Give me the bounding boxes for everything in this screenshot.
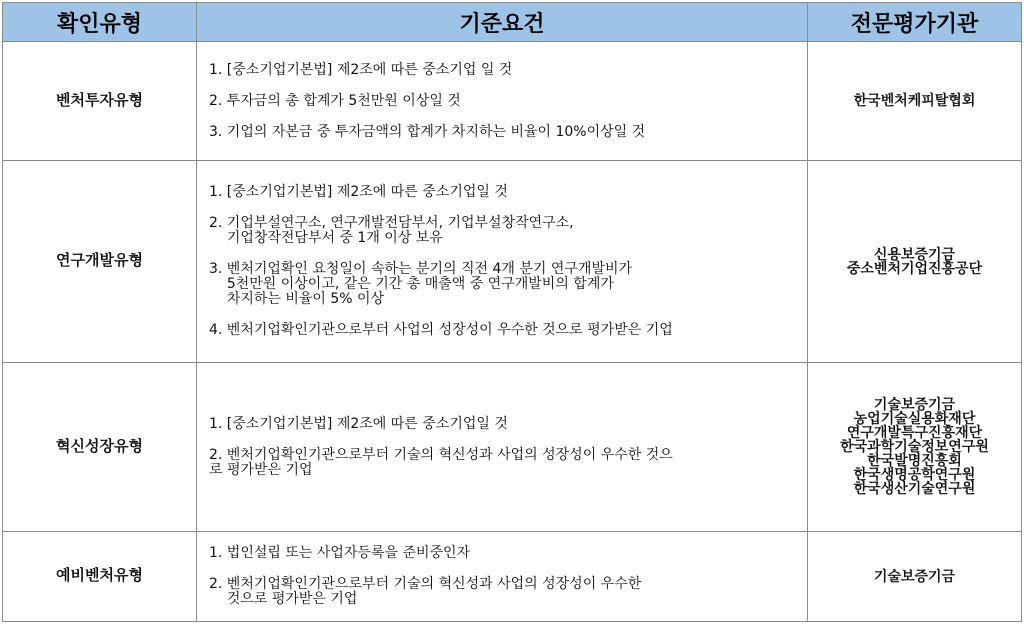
header-agency: 전문평가기관 [808, 3, 1022, 42]
header-requirements: 기준요건 [197, 3, 808, 42]
agency-cell [808, 363, 1022, 532]
requirement-item: 1. 법인설립 또는 사업자등록을 준비중인자 [209, 545, 471, 561]
requirement-item: 1. [중소기업기본법] 제2조에 따른 중소기업일 것 [209, 415, 508, 432]
requirements-list [209, 185, 797, 338]
agency-cell [808, 42, 1022, 161]
requirements-cell [197, 532, 808, 622]
agency-name: 기술보증기금 [873, 397, 956, 413]
agency-name: 신용보증기금 [873, 246, 956, 263]
requirement-item: 2. 투자금의 총 합계가 5천만원 이상일 것 [209, 92, 461, 109]
table-row [3, 363, 1022, 532]
agency-name: 한국벤처케피탈협회 [853, 93, 976, 109]
agency-name: 농업기술실용화재단 [853, 411, 976, 427]
requirement-item: 2. 기업부설연구소, 연구개발전담부서, 기업부설창작연구소, 기업창작전담부서 중 1개 이상 보유 [209, 215, 574, 246]
agency-name: 기술보증기금 [873, 568, 956, 585]
requirement-item: 3. 기업의 자본금 중 투자금액의 합계가 차지하는 비율이 10%이상일 것 [209, 123, 646, 140]
requirement-item: 2. 벤처기업확인기관으로부터 기술의 혁신성과 사업의 성장성이 우수한 것으 로 평가받은 기업 [209, 446, 673, 478]
type-cell: 벤처투자유형 [3, 42, 197, 161]
header-type: 확인유형 [3, 3, 197, 42]
agency-name: 한국생명공학연구원 [853, 467, 976, 483]
requirements-cell [197, 42, 808, 161]
requirements-cell [197, 363, 808, 532]
requirements-list [209, 417, 797, 478]
requirement-item: 1. [중소기업기본법] 제2조에 따른 중소기업 일 것 [209, 61, 513, 78]
type-cell: 연구개발유형 [3, 161, 197, 363]
requirements-list [209, 546, 797, 607]
venture-criteria-table [2, 2, 1022, 622]
table-row [3, 42, 1022, 161]
agency-name: 한국발명진흥회 [867, 453, 962, 469]
type-cell: 혁신성장유형 [3, 363, 197, 532]
requirement-item: 3. 벤처기업확인 요청일이 속하는 분기의 직전 4개 분기 연구개발비가 5천만원 이상이고, 같은 기간 총 매출액 중 연구개발비의 합계가 차지하는 비율이 5% 이상 [209, 261, 633, 307]
requirements-list [209, 63, 797, 140]
requirement-item: 2. 벤처기업확인기관으로부터 기술의 혁신성과 사업의 성장성이 우수한 것으로 평가받은 기업 [209, 576, 642, 607]
requirements-cell [197, 161, 808, 363]
type-cell: 예비벤처유형 [3, 532, 197, 622]
requirement-item: 4. 벤처기업확인기관으로부터 사업의 성장성이 우수한 것으로 평가받은 기업 [209, 322, 673, 338]
agency-name: 한국생산기술연구원 [853, 481, 976, 497]
agency-cell [808, 161, 1022, 363]
agency-cell [808, 532, 1022, 622]
agency-name: 중소벤처기업진흥공단 [846, 260, 983, 277]
agency-name: 연구개발특구진흥재단 [846, 425, 983, 441]
requirement-item: 1. [중소기업기본법] 제2조에 따른 중소기업일 것 [209, 184, 508, 200]
table-row [3, 532, 1022, 622]
agency-name: 한국과학기술정보연구원 [840, 439, 989, 455]
table-row [3, 161, 1022, 363]
header-row [3, 3, 1022, 42]
